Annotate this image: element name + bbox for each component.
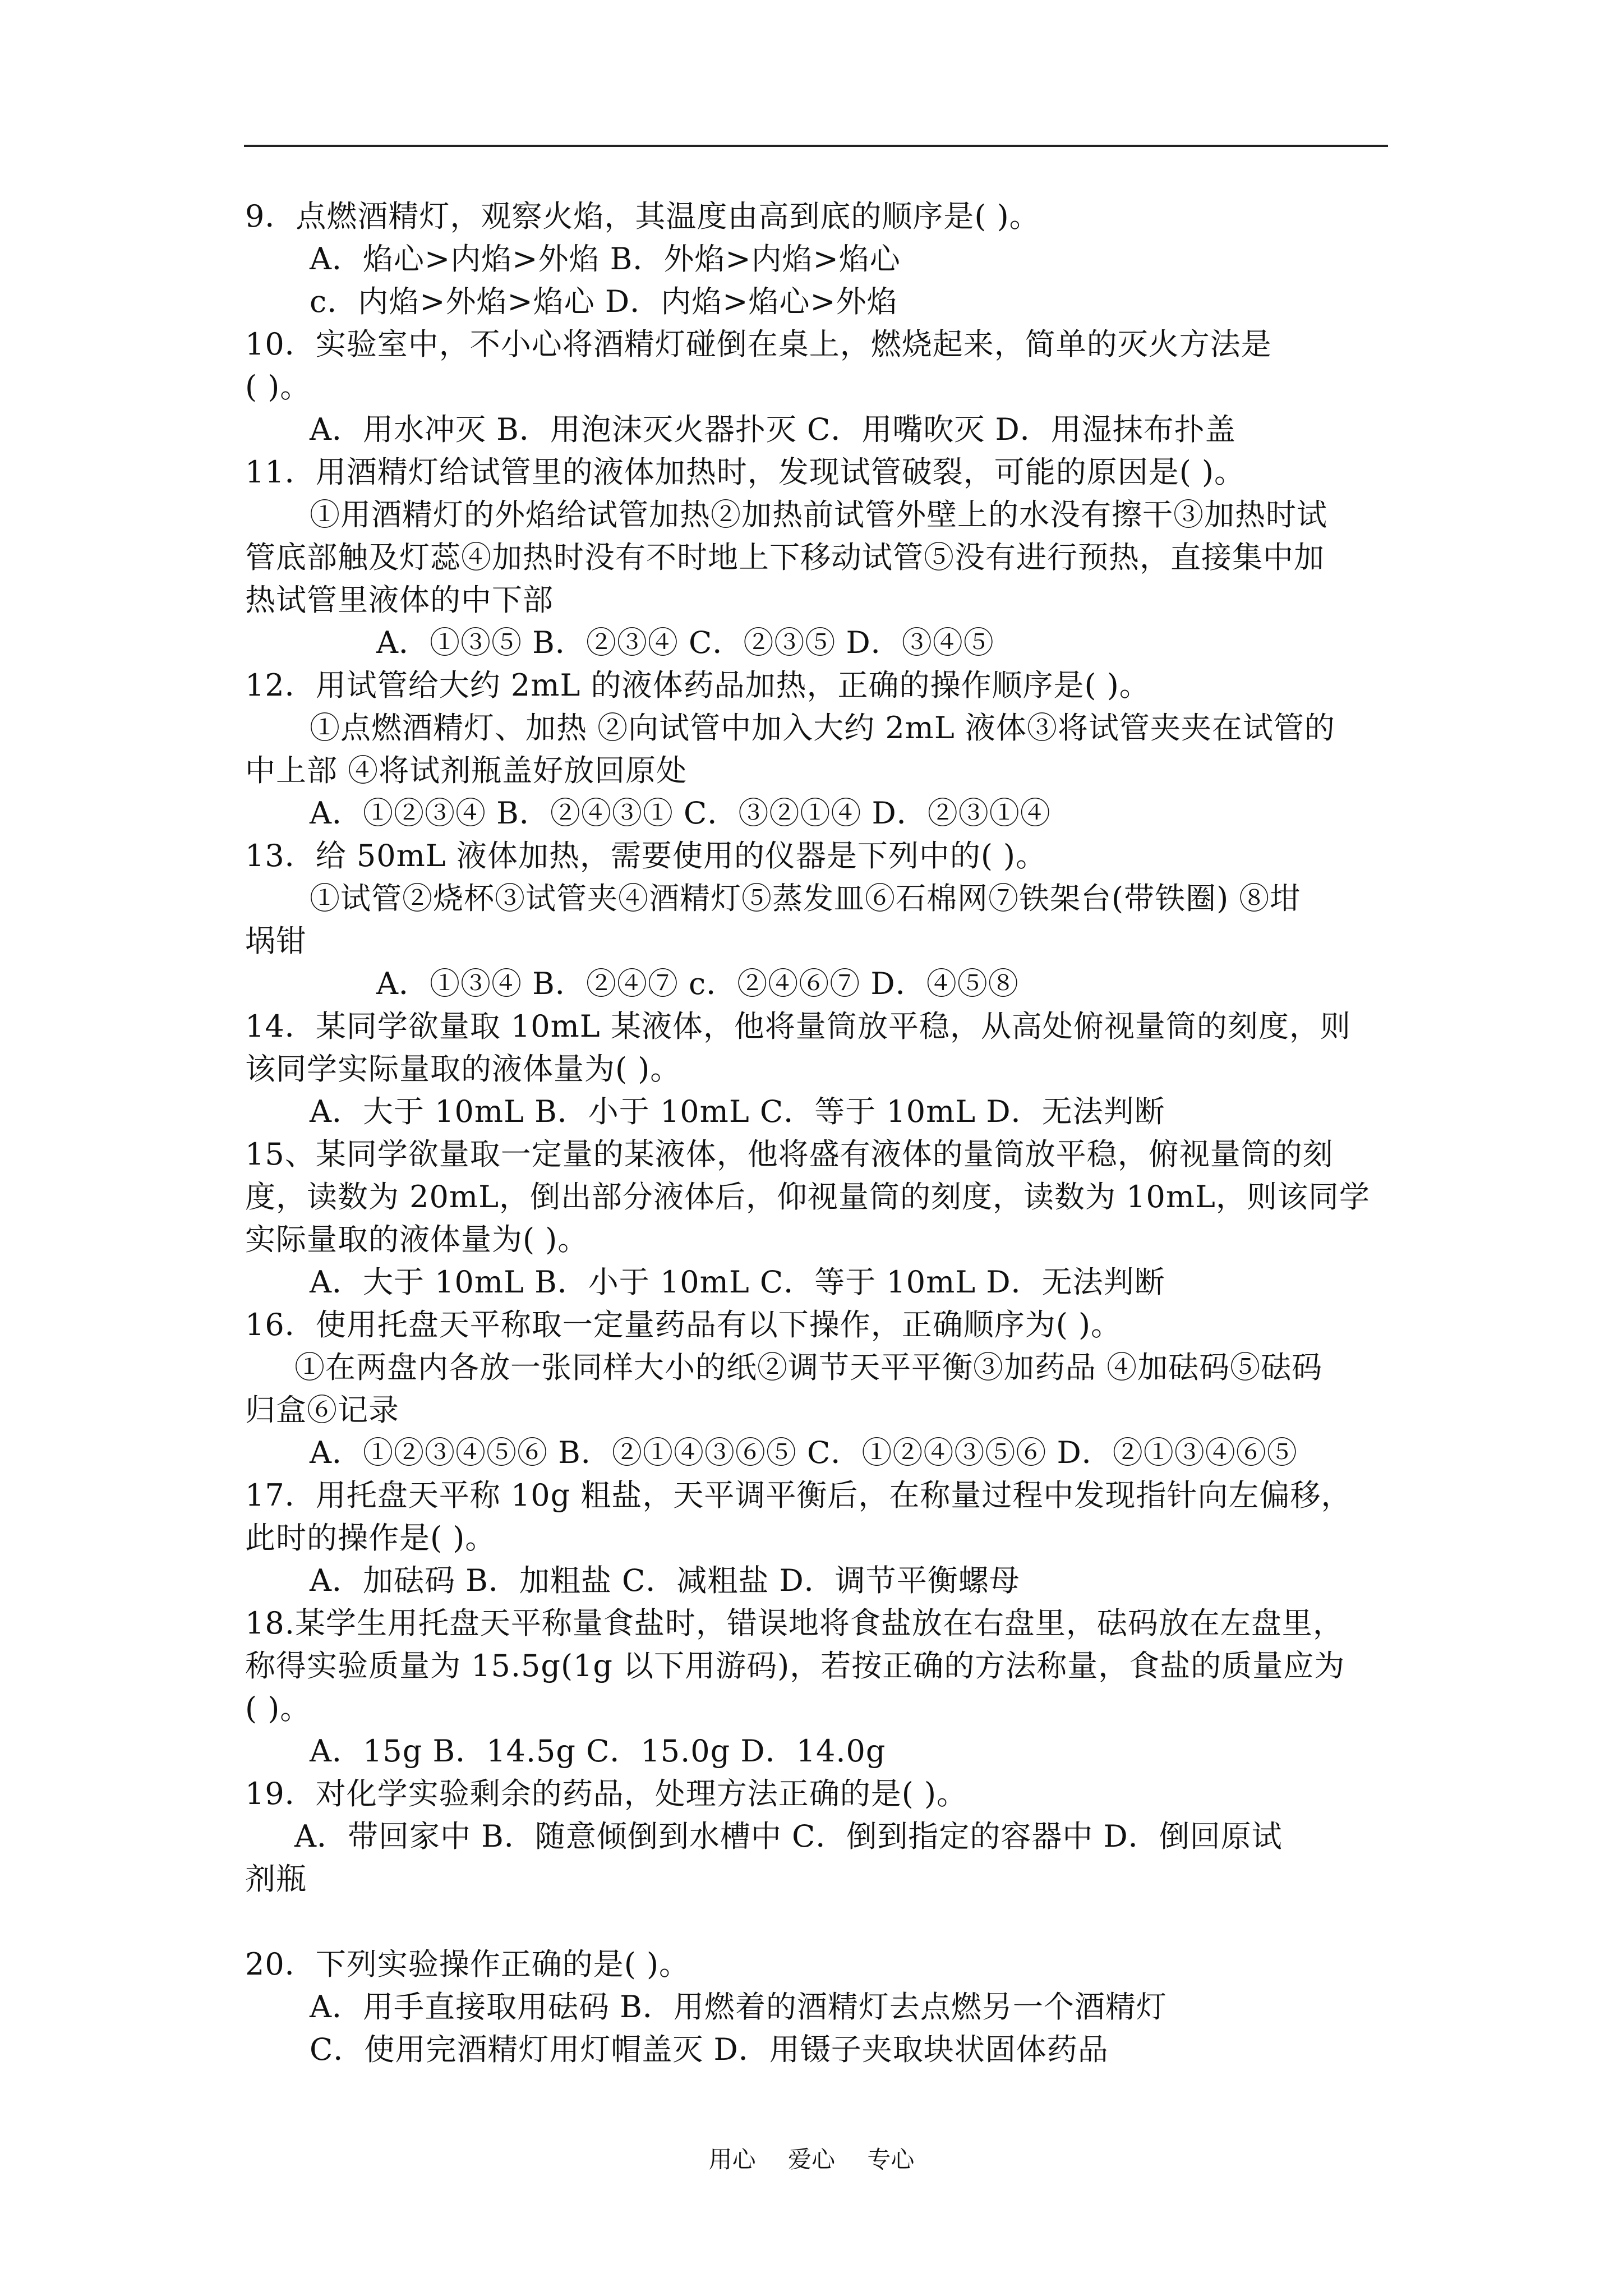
text-line: A．①②③④ B．②④③① C．③②①④ D．②③①④ (310, 795, 1051, 831)
text-line: A．加砝码 B．加粗盐 C．减粗盐 D．调节平衡螺母 (310, 1563, 1020, 1598)
text-line: 13．给 50mL 液体加热，需要使用的仪器是下列中的( )。 (245, 838, 1047, 873)
text-line: 15、某同学欲量取一定量的某液体，他将盛有液体的量筒放平稳，俯视量筒的刻 (245, 1137, 1334, 1172)
text-line: 17．用托盘天平称 10g 粗盐，天平调平衡后，在称量过程中发现指针向左偏移， (245, 1478, 1352, 1513)
text-line: 9．点燃酒精灯，观察火焰，其温度由高到底的顺序是( )。 (245, 199, 1040, 234)
text-line (245, 1901, 1389, 1943)
text-line: 归盒⑥记录 (245, 1392, 399, 1428)
text-line: 实际量取的液体量为( )。 (245, 1222, 589, 1257)
text-line: 18.某学生用托盘天平称量食盐时，错误地将食盐放在右盘里，砝码放在左盘里， (245, 1605, 1344, 1641)
text-line: ①试管②烧杯③试管夹④酒精灯⑤蒸发皿⑥石棉网⑦铁架台(带铁圈) ⑧坩 (310, 881, 1301, 916)
text-line: 该同学实际量取的液体量为( )。 (245, 1051, 681, 1087)
text-line: 20．下列实验操作正确的是( )。 (245, 1947, 690, 1982)
text-line: 剂瓶 (245, 1861, 307, 1897)
text-line: A．带回家中 B．随意倾倒到水槽中 C．倒到指定的容器中 D．倒回原试 (294, 1819, 1283, 1854)
text-line: 12．用试管给大约 2mL 的液体药品加热，正确的操作顺序是( )。 (245, 668, 1150, 703)
text-line: 热试管里液体的中下部 (245, 582, 554, 618)
text-line: A．用水冲灭 B．用泡沫灭火器扑灭 C．用嘴吹灭 D．用湿抹布扑盖 (310, 412, 1236, 447)
text-line: A．①③⑤ B．②③④ C．②③⑤ D．③④⑤ (376, 625, 994, 660)
text-line: 管底部触及灯蕊④加热时没有不时地上下移动试管⑤没有进行预热，直接集中加 (245, 540, 1325, 575)
page-footer: 用心 爱心 专心 (708, 2146, 915, 2173)
header-rule (244, 145, 1388, 147)
text-line: 19．对化学实验剩余的药品，处理方法正确的是( )。 (245, 1776, 968, 1811)
text-line: C．使用完酒精灯用灯帽盖灭 D．用镊子夹取块状固体药品 (310, 2032, 1109, 2067)
text-line: ①用酒精灯的外焰给试管加热②加热前试管外壁上的水没有擦干③加热时试 (310, 497, 1327, 532)
text-line: 14．某同学欲量取 10mL 某液体，他将量筒放平稳，从高处俯视量筒的刻度，则 (245, 1009, 1351, 1044)
document-body (245, 195, 1389, 2071)
text-line: A．①③④ B．②④⑦ c．②④⑥⑦ D．④⑤⑧ (376, 966, 1019, 1001)
text-line: 此时的操作是( )。 (245, 1520, 496, 1556)
text-line: A．大于 10mL B．小于 10mL C．等于 10mL D．无法判断 (310, 1264, 1165, 1300)
text-line: 埚钳 (245, 923, 307, 959)
text-line: 16．使用托盘天平称取一定量药品有以下操作，正确顺序为( )。 (245, 1307, 1122, 1342)
text-line: c．内焰>外焰>焰心 D．内焰>焰心>外焰 (310, 284, 898, 319)
text-line: A．15g B．14.5g C．15.0g D．14.0g (310, 1733, 886, 1769)
text-line: A．大于 10mL B．小于 10mL C．等于 10mL D．无法判断 (310, 1094, 1165, 1129)
text-line: 11．用酒精灯给试管里的液体加热时，发现试管破裂，可能的原因是( )。 (245, 454, 1246, 490)
text-line: A．①②③④⑤⑥ B．②①④③⑥⑤ C．①②④③⑤⑥ D．②①③④⑥⑤ (310, 1435, 1298, 1470)
text-line: ①点燃酒精灯、加热 ②向试管中加入大约 2mL 液体③将试管夹夹在试管的 (310, 710, 1335, 746)
text-line: ( )。 (245, 1691, 311, 1726)
text-line: A．焰心>内焰>外焰 B．外焰>内焰>焰心 (310, 241, 901, 277)
text-line: 称得实验质量为 15.5g(1g 以下用游码)，若按正确的方法称量，食盐的质量应为 (245, 1648, 1345, 1683)
text-line: ( )。 (245, 369, 311, 404)
text-line: 中上部 ④将试剂瓶盖好放回原处 (245, 753, 688, 788)
text-line: A．用手直接取用砝码 B．用燃着的酒精灯去点燃另一个酒精灯 (310, 1989, 1167, 2024)
text-line: 10．实验室中，不小心将酒精灯碰倒在桌上，燃烧起来，简单的灭火方法是 (245, 326, 1272, 362)
text-line: 度，读数为 20mL，倒出部分液体后，仰视量筒的刻度，读数为 10mL，则该同学 (245, 1179, 1370, 1214)
text-line: ①在两盘内各放一张同样大小的纸②调节天平平衡③加药品 ④加砝码⑤砝码 (294, 1350, 1323, 1385)
